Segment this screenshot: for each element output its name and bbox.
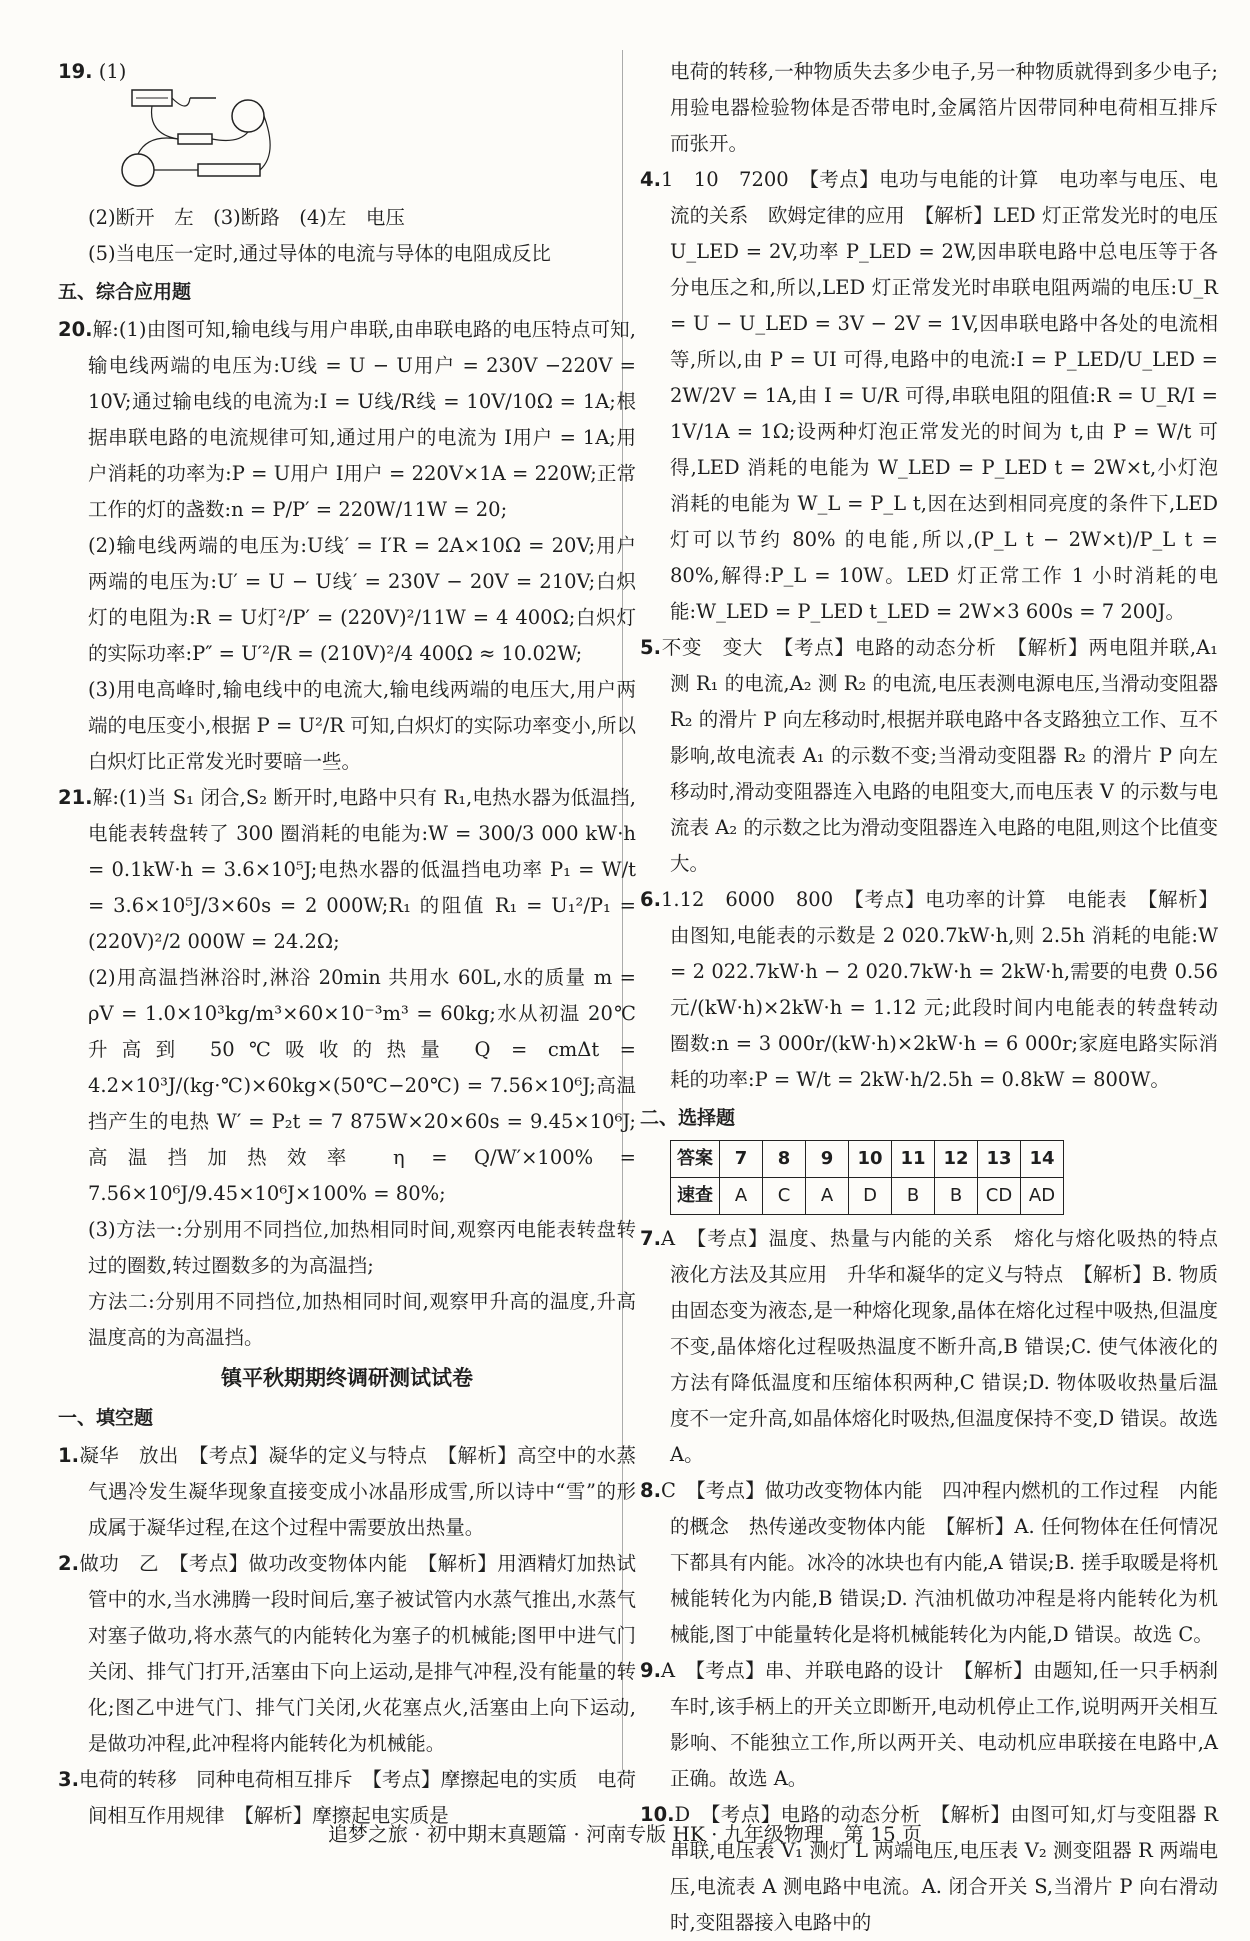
table-answer: A: [720, 1178, 763, 1215]
q21-line3: (3)方法一:分别用不同挡位,加热相同时间,观察丙电能表转盘转过的圈数,转过圈数多的为高温挡;: [88, 1218, 636, 1277]
q20-line3: (3)用电高峰时,输电线中的电流大,输电线两端的电压大,用户两端的电压变小,根据 P = U²/R 可知,白炽灯的实际功率变小,所以白炽灯比正常发光时要暗一些。: [88, 678, 636, 773]
left-column: [58, 54, 636, 1834]
answer-table-row-label: 速查: [671, 1178, 720, 1215]
q5-text: 不变 变大 【考点】电路的动态分析 【解析】两电阻并联,A₁ 测 R₁ 的电流,A₂ 测 R₂ 的电流,电压表测电源电压,当滑动变阻器 R₂ 的滑片 P 向左移动时,根据并联电路中各支路独立工作、互不影响,故电流表 A₁ 的示数不变;当滑动变阻器 R₂ 的滑片 P 向左移动时,滑动变阻器连入电路的电阻变大,而电压表 V 的示数与电流表 A₂ 的示数之比为滑动变阻器连入电路的电阻,则这个比值变大。: [660, 636, 1218, 875]
answer-table-answer-row: [671, 1178, 1064, 1215]
q1-number: 1.: [58, 1444, 79, 1467]
table-num: 11: [892, 1141, 935, 1178]
table-num: 9: [806, 1141, 849, 1178]
q19-part3: (5)当电压一定时,通过导体的电流与导体的电阻成反比: [88, 242, 551, 265]
table-answer: C: [763, 1178, 806, 1215]
table-num: 10: [849, 1141, 892, 1178]
q21-line4: 方法二:分别用不同挡位,加热相同时间,观察甲升高的温度,升高温度高的为高温挡。: [88, 1290, 636, 1349]
right-column: [640, 54, 1238, 1941]
q7-text: A 【考点】温度、热量与内能的关系 熔化与熔化吸热的特点 液化方法及其应用 升华和凝华的定义与特点 【解析】B. 物质由固态变为液态,是一种熔化现象,晶体在熔化过程中吸热,但温度不变,晶体熔化过程吸热温度不断升高,B 错误;C. 使气体液化的方法有降低温度和压缩体积两种,C 错误;D. 物体吸收热量后温度不一定升高,如晶体熔化时吸热,但温度保持不变,D 错误。故选 A。: [660, 1227, 1238, 1466]
q7-number: 7.: [640, 1227, 661, 1250]
table-num: 7: [720, 1141, 763, 1178]
q3-continued: 电荷的转移,一种物质失去多少电子,另一种物质就得到多少电子;用验电器检验物体是否带电时,金属箔片因带同种电荷相互排斥而张开。: [670, 60, 1218, 155]
q1-text: 凝华 放出 【考点】凝华的定义与特点 【解析】高空中的水蒸气遇冷发生凝华现象直接变成小冰晶形成雪,所以诗中“雪”的形成属于凝华过程,在这个过程中需要放出热量。: [78, 1444, 636, 1539]
q9-number: 9.: [640, 1659, 661, 1682]
q2: [58, 1546, 636, 1762]
q20-text1: 解:(1)由图可知,输电线与用户串联,由串联电路的电压特点可知,输电线两端的电压为:U线 = U − U用户 = 230V −220V = 10V;通过输电线的电流为:I = U线/R线 = 10V/10Ω = 1A;根据串联电路的电流规律可知,通过用户的电流为 I用户 = 1A;用户消耗的功率为:P = U用户 I用户 = 220V×1A = 220W;正常工作的灯的盏数:n = P/P′ = 220W/11W = 20;: [88, 318, 636, 521]
q5: [640, 630, 1218, 882]
q10-text: D 【考点】电路的动态分析 【解析】由图可知,灯与变阻器 R 串联,电压表 V₁ 测灯 L 两端电压,电压表 V₂ 测变阻器 R 两端电压,电流表 A 测电路中电流。A. 闭合开关 S,当滑片 P 向右滑动时,变阻器接入电路中的: [670, 1803, 1218, 1934]
q3-number: 3.: [58, 1768, 79, 1791]
q1: [58, 1438, 636, 1546]
q2-text: 做功 乙 【考点】做功改变物体内能 【解析】用酒精灯加热试管中的水,当水沸腾一段时间后,塞子被试管内水蒸气推出,水蒸气对塞子做功,将水蒸气的内能转化为塞子的机械能;图甲中进气门关闭、排气门打开,活塞由下向上运动,是排气冲程,没有能量的转化;图乙中进气门、排气门关闭,火花塞点火,活塞由上向下运动,是做功冲程,此冲程将内能转化为机械能。: [78, 1552, 636, 1755]
table-answer: CD: [978, 1178, 1021, 1215]
answer-table-header-row: [671, 1141, 1064, 1178]
q19-part2: (2)断开 左 (3)断路 (4)左 电压: [88, 206, 405, 229]
q19-number: 19.: [58, 60, 93, 83]
q21-line1: [58, 780, 636, 960]
q10-number: 10.: [640, 1803, 675, 1826]
q4: [640, 162, 1218, 630]
table-num: 14: [1021, 1141, 1064, 1178]
table-answer: B: [892, 1178, 935, 1215]
circuit-diagram: [98, 84, 288, 196]
section-2-heading: 二、选择题: [640, 1107, 736, 1129]
q6: [640, 882, 1218, 1098]
q8: [640, 1473, 1218, 1653]
exam-title: 镇平秋期期终调研测试试卷: [221, 1366, 473, 1390]
q20-line2: (2)输电线两端的电压为:U线′ = I′R = 2A×10Ω = 20V;用户两端的电压为:U′ = U − U线′ = 230V − 20V = 210V;白炽灯的电阻为:R = U灯²/P′ = (220V)²/11W = 4 400Ω;白炽灯的实际功率:P″ = U′²/R = (210V)²/4 400Ω ≈ 10.02W;: [88, 534, 636, 665]
section-1-heading: 一、填空题: [58, 1407, 154, 1429]
q4-number: 4.: [640, 168, 661, 191]
q20-number: 20.: [58, 318, 93, 341]
q8-text: C 【考点】做功改变物体内能 四冲程内燃机的工作过程 内能的概念 热传递改变物体内能 【解析】A. 任何物体在任何情况下都具有内能。冰冷的冰块也有内能,A 错误;B. 搓手取暖是将机械能转化为内能,B 错误;D. 汽油机做功冲程是将内能转化为机械能,图丁中能量转化是将机械能转化为内能,D 错误。故选 C。: [660, 1479, 1218, 1646]
answer-table: [670, 1140, 1064, 1215]
page-footer: 追梦之旅 · 初中期末真题篇 · 河南专版 HK · 九年级物理 第 15 页: [327, 1822, 923, 1846]
q3-text: 电荷的转移 同种电荷相互排斥 【考点】摩擦起电的实质 电荷间相互作用规律 【解析】摩擦起电实质是: [78, 1768, 636, 1827]
q6-text: 1.12 6000 800 【考点】电功率的计算 电能表 【解析】由图知,电能表的示数是 2 020.7kW·h,则 2.5h 消耗的电能:W = 2 022.7kW·h − 2 020.7kW·h = 2kW·h,需要的电费 0.56 元/(kW·h)×2kW·h = 1.12 元;此段时间内电能表的转盘转动圈数:n = 3 000r/(kW·h)×2kW·h = 6 000r;家庭电路实际消耗的功率:P = W/t = 2kW·h/2.5h = 0.8kW = 800W。: [660, 888, 1218, 1091]
q21-text1: 解:(1)当 S₁ 闭合,S₂ 断开时,电路中只有 R₁,电热水器为低温挡,电能表转盘转了 300 圈消耗的电能为:W = 300/3 000 kW·h = 0.1kW·h = 3.6×10⁵J;电热水器的低温挡电功率 P₁ = W/t = 3.6×10⁵J/3×60s = 2 000W;R₁ 的阻值 R₁ = U₁²/P₁ = (220V)²/2 000W = 24.2Ω;: [88, 786, 636, 953]
q21-line2: (2)用高温挡淋浴时,淋浴 20min 共用水 60L,水的质量 m = ρV = 1.0×10³kg/m³×60×10⁻³m³ = 60kg;水从初温 20℃升高到 50℃吸收的热量 Q = cmΔt = 4.2×10³J/(kg·℃)×60kg×(50℃−20℃) = 7.56×10⁶J;高温挡产生的电热 W′ = P₂t = 7 875W×20×60s = 9.45×10⁶J;高温挡加热效率 η = Q/W′×100% = 7.56×10⁶J/9.45×10⁶J×100% = 80%;: [88, 966, 636, 1205]
q4-text: 1 10 7200 【考点】电功与电能的计算 电功率与电压、电流的关系 欧姆定律的应用 【解析】LED 灯正常发光时的电压 U_LED = 2V,功率 P_LED = 2W,因串联电路中总电压等于各分电压之和,所以,LED 灯正常发光时串联电阻两端的电压:U_R = U − U_LED = 3V − 2V = 1V,因串联电路中各处的电流相等,所以,由 P = UI 可得,电路中的电流:I = P_LED/U_LED = 2W/2V = 1A,由 I = U/R 可得,串联电阻的阻值:R = U_R/I = 1V/1A = 1Ω;设两种灯泡正常发光的时间为 t,由 P = W/t 可得,LED 消耗的电能为 W_LED = P_LED t = 2W×t,小灯泡消耗的电能为 W_L = P_L t,因在达到相同亮度的条件下,LED 灯可以节约 80% 的电能,所以,(P_L t − 2W×t)/P_L t = 80%,解得:P_L = 10W。LED 灯正常工作 1 小时消耗的电能:W_LED = P_LED t_LED = 2W×3 600s = 7 200J。: [660, 168, 1218, 623]
table-answer: B: [935, 1178, 978, 1215]
q6-number: 6.: [640, 888, 661, 911]
q19-part1-label: (1): [98, 60, 127, 83]
table-num: 12: [935, 1141, 978, 1178]
q2-number: 2.: [58, 1552, 79, 1575]
q9: [640, 1653, 1218, 1797]
q21-number: 21.: [58, 786, 93, 809]
table-answer: AD: [1021, 1178, 1064, 1215]
table-num: 8: [763, 1141, 806, 1178]
answer-table-head-label: 答案: [671, 1141, 720, 1178]
table-num: 13: [978, 1141, 1021, 1178]
table-answer: D: [849, 1178, 892, 1215]
q8-number: 8.: [640, 1479, 661, 1502]
q7: [640, 1221, 1238, 1473]
q20-line1: [58, 312, 636, 528]
table-answer: A: [806, 1178, 849, 1215]
q9-text: A 【考点】串、并联电路的设计 【解析】由题知,任一只手柄刹车时,该手柄上的开关立即断开,电动机停止工作,说明两开关相互影响、不能独立工作,所以两开关、电动机应串联接在电路中,A 正确。故选 A。: [660, 1659, 1218, 1790]
q5-number: 5.: [640, 636, 661, 659]
section-5-heading: 五、综合应用题: [58, 281, 192, 303]
